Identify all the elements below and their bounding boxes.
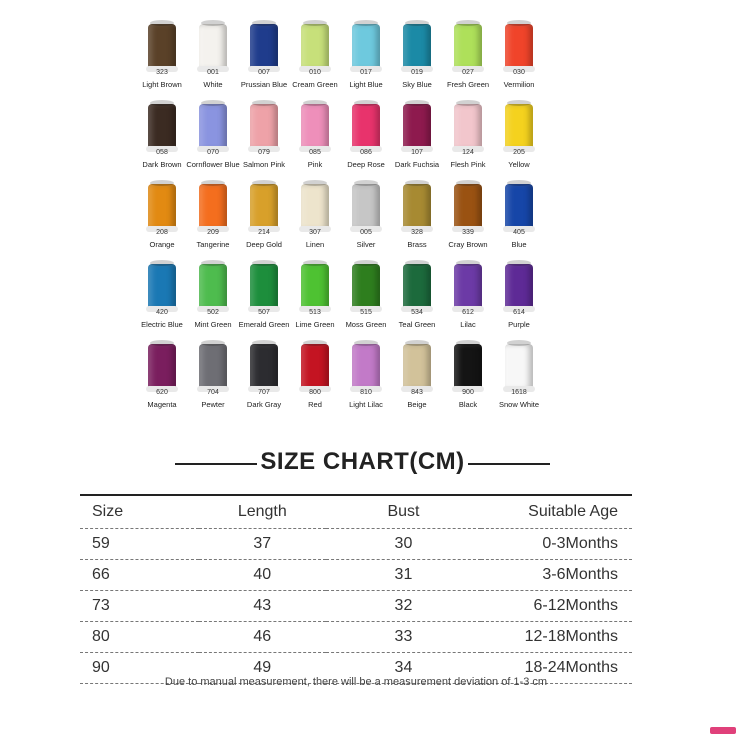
spool-name: Cornflower Blue (186, 160, 240, 169)
spool-code: 810 (360, 389, 372, 396)
thread-spool-icon (454, 24, 482, 70)
spool-code: 205 (513, 149, 525, 156)
spool-name: Beige (407, 400, 427, 409)
cell-size: 80 (80, 622, 199, 653)
thread-spool-icon (199, 104, 227, 150)
spool-code: 019 (411, 69, 423, 76)
header-length: Length (199, 495, 326, 529)
spool-item (493, 20, 545, 96)
spool-name: Deep Rose (347, 160, 385, 169)
spool-code: 843 (411, 389, 423, 396)
cell-bust: 31 (326, 560, 481, 591)
spool-item (493, 260, 545, 336)
cell-size: 73 (80, 591, 199, 622)
thread-spool-icon (148, 184, 176, 230)
cell-age: 3-6Months (481, 560, 632, 591)
spool-name: Vermilion (503, 80, 535, 89)
spool-code: 079 (258, 149, 270, 156)
cell-size: 66 (80, 560, 199, 591)
thread-spool-icon (199, 264, 227, 310)
cell-bust: 33 (326, 622, 481, 653)
spool-code: 513 (309, 309, 321, 316)
thread-spool-icon (454, 184, 482, 230)
table-row (80, 591, 632, 622)
spool-name: Dark Brown (142, 160, 182, 169)
thread-spool-icon (250, 104, 278, 150)
thread-spool-icon (352, 184, 380, 230)
thread-color-grid (136, 20, 544, 412)
thread-spool-icon (505, 104, 533, 150)
spool-name: Dark Fuchsia (394, 160, 440, 169)
spool-name: Pink (307, 160, 323, 169)
header-bust: Bust (326, 495, 481, 529)
cell-length: 43 (199, 591, 326, 622)
thread-spool-icon (199, 344, 227, 390)
header-size: Size (80, 495, 199, 529)
table-row (80, 560, 632, 591)
spool-name: Brass (407, 240, 427, 249)
spool-name: Electric Blue (141, 320, 183, 329)
size-chart-table (80, 494, 632, 684)
spool-code: 214 (258, 229, 270, 236)
thread-spool-icon (352, 264, 380, 310)
thread-spool-icon (403, 184, 431, 230)
cell-bust: 30 (326, 529, 481, 560)
cell-bust: 34 (326, 653, 481, 684)
spool-code: 534 (411, 309, 423, 316)
spool-code: 085 (309, 149, 321, 156)
spool-code: 030 (513, 69, 525, 76)
spool-name: Blue (511, 240, 527, 249)
spool-name: Emerald Green (238, 320, 290, 329)
thread-spool-icon (199, 24, 227, 70)
cell-length: 46 (199, 622, 326, 653)
thread-spool-icon (505, 344, 533, 390)
spool-code: 323 (156, 69, 168, 76)
size-chart-heading (175, 446, 550, 480)
spool-name: Silver (356, 240, 376, 249)
thread-spool-icon (403, 104, 431, 150)
cell-length: 37 (199, 529, 326, 560)
spool-name: Linen (305, 240, 325, 249)
thread-spool-icon (352, 24, 380, 70)
measurement-footnote: Due to manual measurement, there will be a measurement deviation of 1-3 cm (164, 676, 548, 688)
table-header-row (80, 495, 632, 529)
table-row (80, 529, 632, 560)
cell-age: 12-18Months (481, 622, 632, 653)
spool-code: 405 (513, 229, 525, 236)
spool-item (493, 340, 545, 416)
title-right-rule (468, 463, 550, 465)
spool-name: Purple (508, 320, 530, 329)
thread-spool-icon (454, 104, 482, 150)
spool-code: 208 (156, 229, 168, 236)
thread-spool-icon (301, 184, 329, 230)
header-suitable-age: Suitable Age (481, 495, 632, 529)
spool-name: Salmon Pink (242, 160, 286, 169)
spool-code: 107 (411, 149, 423, 156)
thread-spool-icon (403, 344, 431, 390)
spool-name: Cream Green (292, 80, 338, 89)
spool-code: 704 (207, 389, 219, 396)
thread-spool-icon (250, 264, 278, 310)
cell-age: 18-24Months (481, 653, 632, 684)
spool-name: Sky Blue (402, 80, 432, 89)
thread-spool-icon (148, 24, 176, 70)
spool-name: Pewter (201, 400, 225, 409)
spool-name: Dark Gray (246, 400, 282, 409)
spool-code: 005 (360, 229, 372, 236)
spool-code: 209 (207, 229, 219, 236)
spool-name: White (203, 80, 223, 89)
spool-code: 010 (309, 69, 321, 76)
thread-spool-icon (301, 264, 329, 310)
spool-code: 507 (258, 309, 270, 316)
spool-item (493, 100, 545, 176)
spool-name: Snow White (498, 400, 540, 409)
spool-code: 612 (462, 309, 474, 316)
spool-item (493, 180, 545, 256)
spool-name: Orange (149, 240, 175, 249)
spool-name: Moss Green (345, 320, 387, 329)
size-chart-title: SIZE CHART(CM) (260, 448, 465, 475)
thread-spool-icon (199, 184, 227, 230)
thread-spool-icon (250, 184, 278, 230)
thread-spool-icon (454, 264, 482, 310)
spool-code: 707 (258, 389, 270, 396)
thread-spool-icon (301, 344, 329, 390)
spool-name: Light Blue (349, 80, 383, 89)
cell-age: 6-12Months (481, 591, 632, 622)
thread-spool-icon (505, 24, 533, 70)
thread-spool-icon (352, 104, 380, 150)
cell-length: 40 (199, 560, 326, 591)
thread-spool-icon (454, 344, 482, 390)
thread-spool-icon (403, 264, 431, 310)
cell-bust: 32 (326, 591, 481, 622)
spool-name: Light Lilac (349, 400, 383, 409)
spool-code: 614 (513, 309, 525, 316)
spool-code: 017 (360, 69, 372, 76)
thread-spool-icon (250, 344, 278, 390)
spool-name: Teal Green (398, 320, 436, 329)
spool-name: Yellow (508, 160, 530, 169)
spool-name: Light Brown (142, 80, 182, 89)
thread-spool-icon (505, 264, 533, 310)
spool-name: Magenta (147, 400, 177, 409)
spool-name: Deep Gold (246, 240, 282, 249)
spool-code: 070 (207, 149, 219, 156)
spool-code: 001 (207, 69, 219, 76)
thread-spool-icon (148, 104, 176, 150)
thread-spool-icon (301, 104, 329, 150)
spool-code: 420 (156, 309, 168, 316)
spool-name: Prussian Blue (240, 80, 288, 89)
spool-code: 307 (309, 229, 321, 236)
spool-name: Mint Green (194, 320, 232, 329)
spool-code: 1618 (511, 389, 527, 396)
cell-size: 59 (80, 529, 199, 560)
corner-badge (710, 727, 736, 734)
spool-name: Tangerine (196, 240, 230, 249)
spool-code: 502 (207, 309, 219, 316)
spool-code: 086 (360, 149, 372, 156)
spool-code: 058 (156, 149, 168, 156)
cell-age: 0-3Months (481, 529, 632, 560)
table-row (80, 622, 632, 653)
title-left-rule (175, 463, 257, 465)
spool-code: 124 (462, 149, 474, 156)
spool-name: Cray Brown (448, 240, 488, 249)
spool-name: Lilac (460, 320, 476, 329)
spool-code: 620 (156, 389, 168, 396)
spool-code: 515 (360, 309, 372, 316)
cell-size: 90 (80, 653, 199, 684)
thread-spool-icon (403, 24, 431, 70)
spool-code: 328 (411, 229, 423, 236)
spool-code: 900 (462, 389, 474, 396)
thread-spool-icon (148, 344, 176, 390)
spool-name: Red (308, 400, 322, 409)
spool-code: 007 (258, 69, 270, 76)
spool-code: 027 (462, 69, 474, 76)
spool-name: Black (458, 400, 478, 409)
spool-code: 339 (462, 229, 474, 236)
spool-name: Fresh Green (446, 80, 490, 89)
cell-length: 49 (199, 653, 326, 684)
thread-spool-icon (301, 24, 329, 70)
spool-name: Lime Green (295, 320, 335, 329)
spool-code: 800 (309, 389, 321, 396)
thread-spool-icon (250, 24, 278, 70)
thread-spool-icon (148, 264, 176, 310)
thread-spool-icon (505, 184, 533, 230)
thread-spool-icon (352, 344, 380, 390)
spool-name: Flesh Pink (450, 160, 486, 169)
